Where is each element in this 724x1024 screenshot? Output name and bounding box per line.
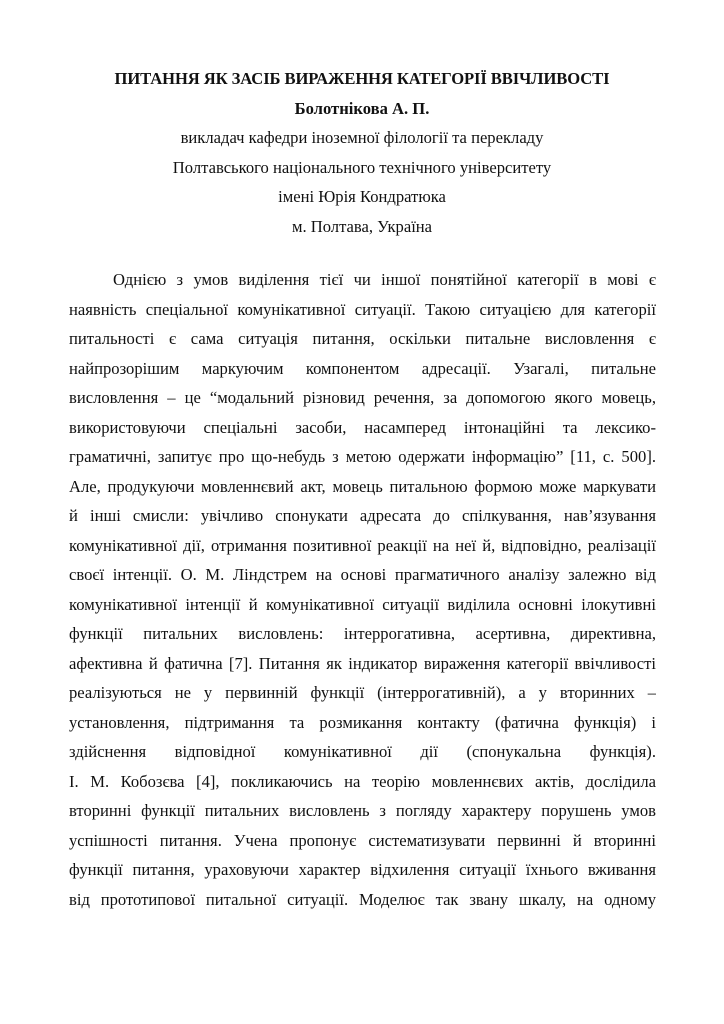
- body-line: афективна й фатична [7]. Питання як індикатор вираження категорії ввічливості: [69, 653, 656, 673]
- body-line: установлення, підтримання та розмикання контакту (фатична функція) і: [69, 712, 656, 732]
- body-line: використовуючи спеціальні засоби, насамперед інтонаційні та лексико-: [69, 417, 656, 437]
- body-line: функції питання, ураховуючи характер відхилення ситуації їхнього вживання: [69, 860, 656, 879]
- body-line: Але, продукуючи мовленнєвий акт, мовець питальною формою може маркувати: [69, 476, 656, 496]
- body-line: реалізуються не у первинній функції (інтеррогативній), а у вторинних –: [69, 683, 656, 702]
- body-line: своєї інтенції. О. М. Ліндстрем на основі прагматичного аналізу залежно від: [69, 565, 656, 584]
- article-title: ПИТАННЯ ЯК ЗАСІБ ВИРАЖЕННЯ КАТЕГОРІЇ ВВІЧЛИВОСТІ: [114, 69, 610, 88]
- article-body: [69, 265, 656, 914]
- body-line: здійснення відповідної комунікативної дії (спонукальна функція).: [69, 742, 656, 761]
- author-city: м. Полтава, Україна: [291, 216, 433, 236]
- body-line: висловлення – це “модальний різновид речення, за допомогою якого мовець,: [69, 388, 656, 407]
- body-line: найпрозорішим маркуючим компонентом адресації. Узагалі, питальне: [69, 358, 656, 378]
- author-university: Полтавського національного технічного університету: [172, 157, 552, 177]
- author-name: Болотнікова А. П.: [294, 98, 430, 118]
- body-line: й інші смисли: увічливо спонукати адресата до спілкування, нав’язування: [69, 506, 656, 525]
- body-line: наявність спеціальної комунікативної ситуації. Такою ситуацією для категорії: [69, 299, 656, 319]
- body-line: вторинні функції питальних висловлень з погляду характеру порушень умов: [69, 801, 656, 820]
- body-line: І. М. Кобозєва [4], покликаючись на теорію мовленнєвих актів, дослідила: [69, 771, 656, 791]
- author-position: викладач кафедри іноземної філології та перекладу: [180, 128, 544, 147]
- author-university-name: імені Юрія Кондратюка: [278, 187, 446, 206]
- body-line: граматичні, запитує про що-небудь з метою одержати інформацію” [11, с. 500].: [69, 447, 656, 466]
- article-header: [60, 64, 664, 241]
- body-line: комунікативної дії, отримання позитивної реакції на неї й, відповідно, реалізації: [69, 535, 656, 555]
- body-line: від прототипової питальної ситуації. Моделює так звану шкалу, на одному: [69, 889, 656, 909]
- body-line: успішності питання. Учена пропонує систематизувати первинні й вторинні: [69, 830, 656, 850]
- body-line: питальності є сама ситуація питання, оскільки питальне висловлення є: [69, 329, 656, 348]
- body-line: комунікативної інтенції й комунікативної ситуації виділила основні ілокутивні: [69, 594, 656, 614]
- body-line: функції питальних висловлень: інтеррогативна, асертивна, директивна,: [69, 624, 656, 643]
- body-line: Однією з умов виділення тієї чи іншої понятійної категорії в мові є: [113, 270, 656, 289]
